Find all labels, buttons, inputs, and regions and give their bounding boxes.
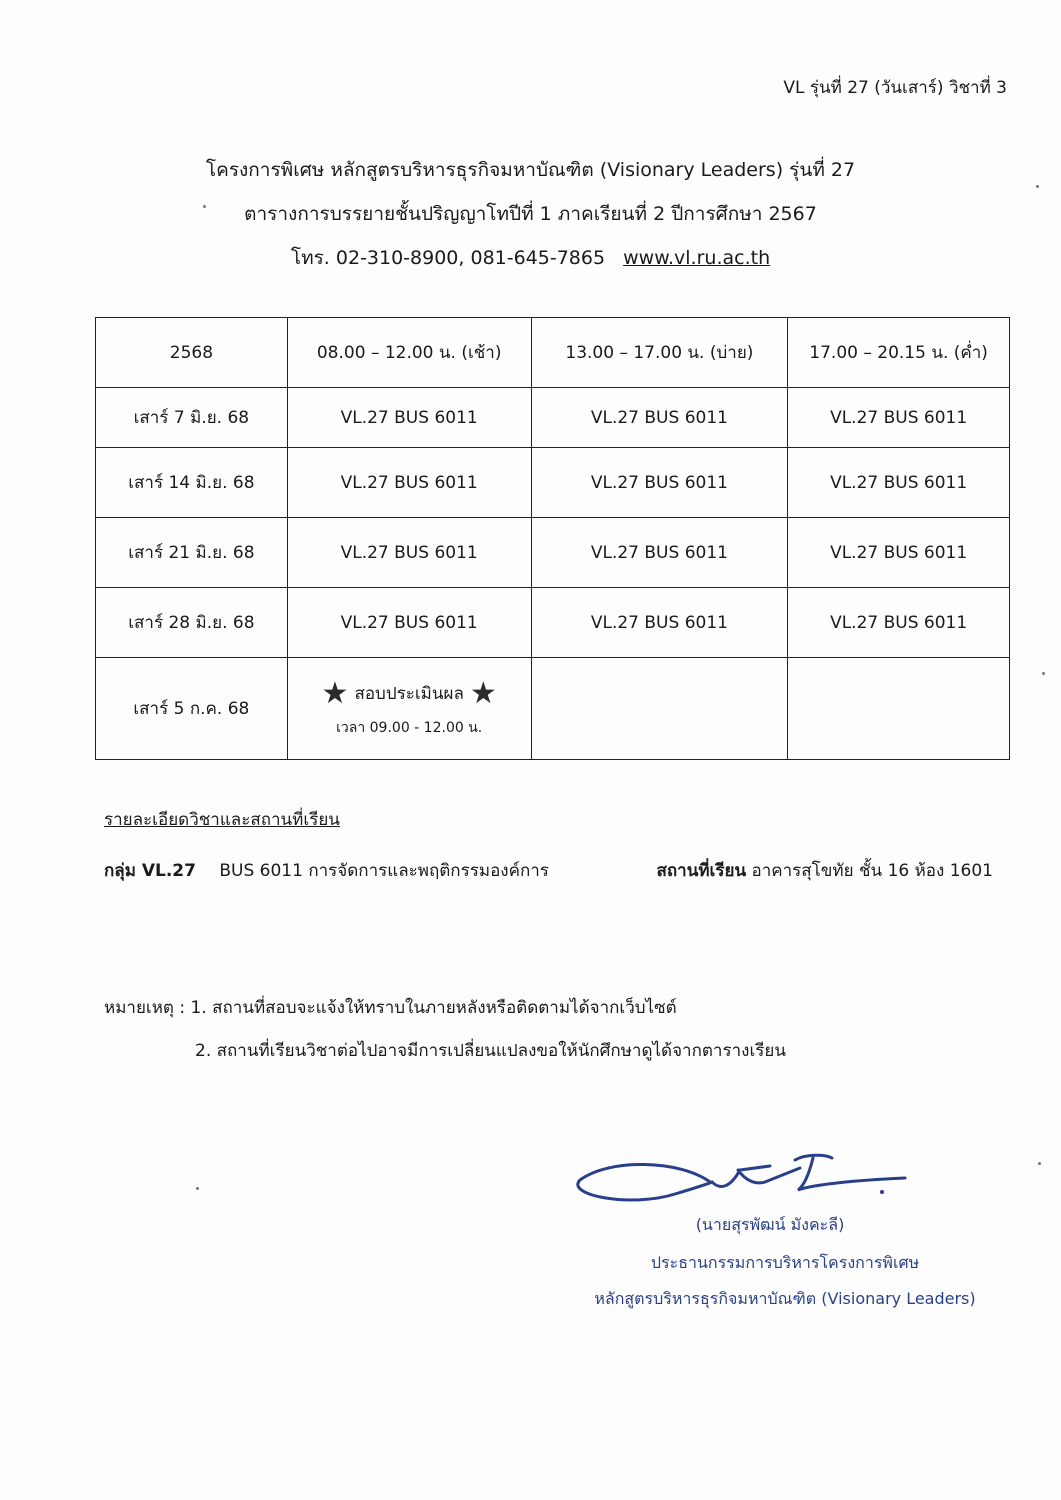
- phone-numbers: โทร. 02-310-8900, 081-645-7865: [290, 247, 606, 269]
- star-icon: ★: [321, 675, 349, 711]
- scan-speck: [203, 205, 206, 208]
- exam-row: [96, 658, 1010, 760]
- morning-session: VL.27 BUS 6011: [287, 518, 531, 588]
- note-line-1: หมายเหตุ : 1. สถานที่สอบจะแจ้งให้ทราบในภายหลังหรือติดตามได้จากเว็บไซต์: [104, 998, 677, 1018]
- exam-title-line: [288, 675, 531, 711]
- afternoon-session: VL.27 BUS 6011: [531, 388, 788, 448]
- star-icon: ★: [469, 675, 497, 711]
- schedule-title: ตารางการบรรยายชั้นปริญญาโทปีที่ 1 ภาคเรียนที่ 2 ปีการศึกษา 2567: [244, 203, 817, 225]
- evening-session: VL.27 BUS 6011: [788, 448, 1010, 518]
- morning-session: VL.27 BUS 6011: [287, 388, 531, 448]
- morning-session: VL.27 BUS 6011: [287, 448, 531, 518]
- location-details: [657, 857, 993, 884]
- website-link[interactable]: www.vl.ru.ac.th: [623, 247, 771, 269]
- row-date: เสาร์ 14 มิ.ย. 68: [96, 448, 288, 518]
- afternoon-session: VL.27 BUS 6011: [531, 448, 788, 518]
- signatory-name: (นายสุรพัฒน์ มังคะลี): [695, 1215, 845, 1234]
- table-header-row: [96, 318, 1010, 388]
- evening-session: VL.27 BUS 6011: [788, 518, 1010, 588]
- location-label: สถานที่เรียน: [656, 861, 747, 881]
- signatory-title: ประธานกรรมการบริหารโครงการพิเศษ: [650, 1253, 920, 1272]
- group-label: กลุ่ม VL.27: [104, 861, 196, 881]
- scan-speck: [196, 1187, 199, 1190]
- row-date: เสาร์ 28 มิ.ย. 68: [96, 588, 288, 658]
- header-morning: 08.00 – 12.00 น. (เช้า): [287, 318, 531, 388]
- exam-date: เสาร์ 5 ก.ค. 68: [96, 658, 288, 760]
- lecture-schedule-table: [95, 317, 1010, 760]
- row-date: เสาร์ 21 มิ.ย. 68: [96, 518, 288, 588]
- note-line-2: 2. สถานที่เรียนวิชาต่อไปอาจมีการเปลี่ยนแปลงขอให้นักศึกษาดูได้จากตารางเรียน: [195, 1041, 786, 1061]
- location-value: อาคารสุโขทัย ชั้น 16 ห้อง 1601: [751, 861, 993, 881]
- document-header: [0, 148, 1061, 280]
- signatory-organization: หลักสูตรบริหารธุรกิจมหาบัณฑิต (Visionary Leaders): [594, 1289, 976, 1308]
- scan-speck: [1042, 672, 1045, 675]
- scan-speck: [1038, 1162, 1041, 1165]
- header-evening: 17.00 – 20.15 น. (ค่ำ): [788, 318, 1010, 388]
- morning-session: VL.27 BUS 6011: [287, 588, 531, 658]
- table-row: [96, 588, 1010, 658]
- table-row: [96, 448, 1010, 518]
- evening-session: VL.27 BUS 6011: [788, 388, 1010, 448]
- contact-line: [0, 236, 1061, 280]
- afternoon-session: VL.27 BUS 6011: [531, 588, 788, 658]
- exam-title: สอบประเมินผล: [354, 684, 464, 704]
- header-year: 2568: [96, 318, 288, 388]
- program-title: โครงการพิเศษ หลักสูตรบริหารธุรกิจมหาบัณฑิต (Visionary Leaders) รุ่นที่ 27: [205, 159, 856, 181]
- course-details: [104, 857, 549, 884]
- scan-speck: [1036, 185, 1039, 188]
- header-afternoon: 13.00 – 17.00 น. (บ่าย): [531, 318, 788, 388]
- exam-time: เวลา 09.00 - 12.00 น.: [336, 719, 483, 736]
- course-name: BUS 6011 การจัดการและพฤติกรรมองค์การ: [219, 861, 549, 881]
- table-row: [96, 388, 1010, 448]
- empty-cell: [531, 658, 788, 760]
- document-reference: VL รุ่นที่ 27 (วันเสาร์) วิชาที่ 3: [783, 78, 1007, 98]
- afternoon-session: VL.27 BUS 6011: [531, 518, 788, 588]
- row-date: เสาร์ 7 มิ.ย. 68: [96, 388, 288, 448]
- details-heading: รายละเอียดวิชาและสถานที่เรียน: [104, 810, 340, 830]
- exam-cell: [287, 658, 531, 760]
- table-row: [96, 518, 1010, 588]
- signature-scribble: [570, 1150, 910, 1210]
- empty-cell: [788, 658, 1010, 760]
- evening-session: VL.27 BUS 6011: [788, 588, 1010, 658]
